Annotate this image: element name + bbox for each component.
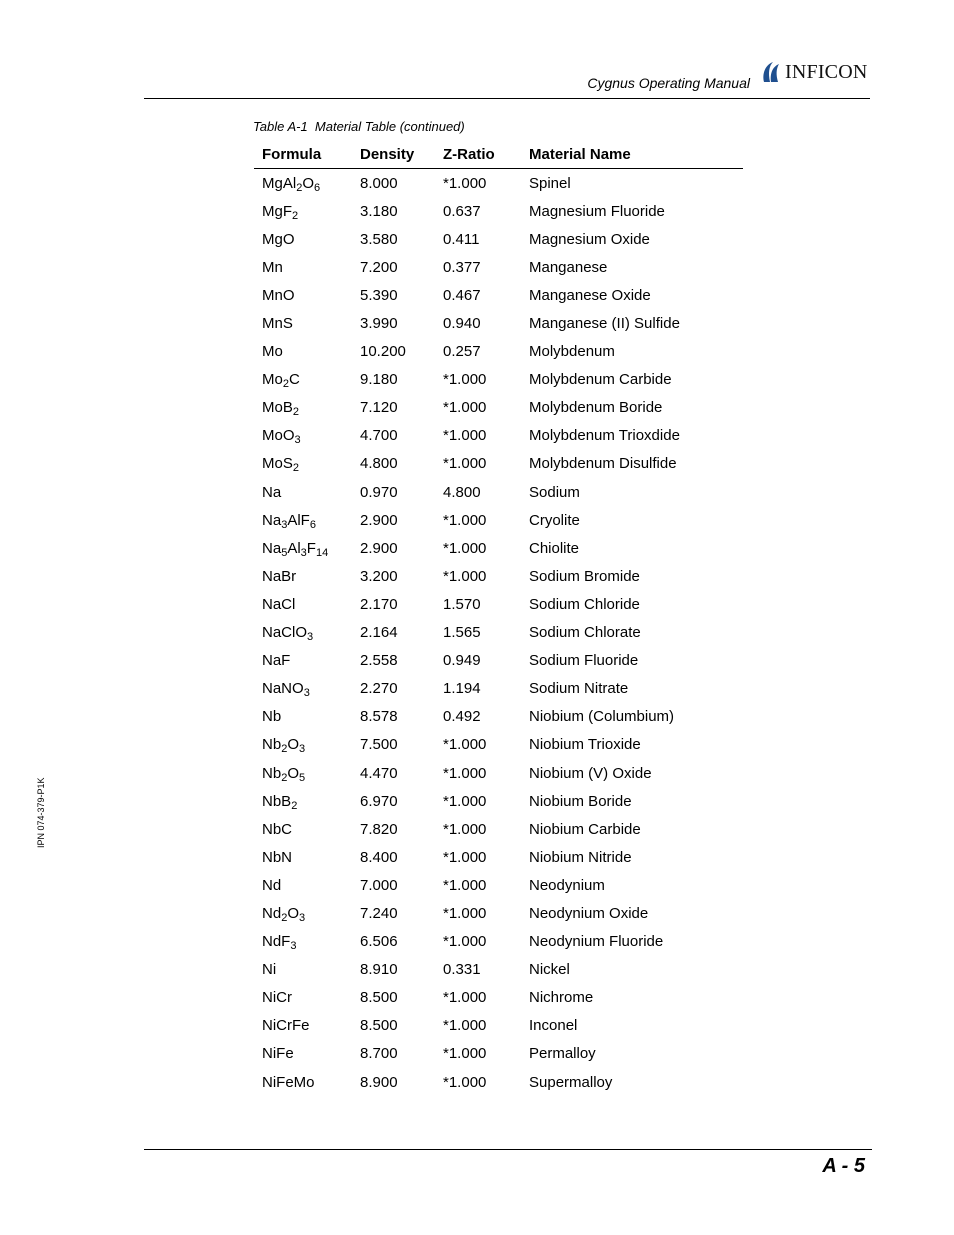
material-name-cell: Sodium Nitrate (529, 680, 629, 698)
formula-cell (254, 512, 360, 529)
density-cell: 5.390 (360, 286, 398, 304)
formula-text: MnO (262, 286, 295, 304)
formula-text: MgO (262, 230, 295, 248)
formula-subscript: 3 (294, 434, 301, 447)
material-name-cell: Sodium Fluoride (529, 652, 639, 670)
table-row (254, 394, 743, 422)
formula-subscript: 2 (292, 406, 299, 419)
formula-cell (254, 484, 360, 501)
density-cell: 8.500 (360, 1017, 398, 1035)
z-ratio-cell: 1.570 (443, 595, 481, 613)
formula-cell (254, 540, 360, 557)
formula-cell (254, 568, 360, 585)
table-row (254, 478, 743, 506)
column-header-material-name: Material Name (529, 145, 631, 163)
density-cell: 3.200 (360, 567, 398, 585)
material-name-cell: Manganese (529, 258, 608, 276)
formula-cell (254, 877, 360, 894)
density-cell: 7.120 (360, 399, 398, 417)
formula-text: Mo (262, 343, 283, 361)
formula-text: Ni (262, 961, 277, 979)
table-row (254, 619, 743, 647)
z-ratio-cell: *1.000 (443, 455, 487, 473)
material-name-cell: Magnesium Fluoride (529, 202, 665, 220)
z-ratio-cell: 0.257 (443, 343, 481, 361)
z-ratio-cell: *1.000 (443, 174, 487, 192)
formula-cell (254, 259, 360, 276)
material-name-cell: Molybdenum (529, 343, 615, 361)
table-row (254, 787, 743, 815)
density-cell: 2.164 (360, 624, 398, 642)
formula-cell (254, 1074, 360, 1091)
formula-subscript: 3 (290, 940, 297, 953)
formula-subscript: 3 (281, 518, 288, 531)
formula-subscript: 6 (313, 181, 321, 194)
z-ratio-cell: 0.467 (443, 286, 481, 304)
formula-subscript: 2 (281, 911, 288, 924)
formula-text: NbN (262, 848, 293, 866)
document-id: IPN 074-379-P1K (36, 777, 46, 848)
formula-cell (254, 596, 360, 613)
formula-cell (254, 736, 360, 756)
formula-text: NaCl (262, 595, 296, 613)
table-row (254, 956, 743, 984)
z-ratio-cell: *1.000 (443, 820, 487, 838)
density-cell: 10.200 (360, 343, 406, 361)
formula-text: O (287, 904, 299, 922)
formula-text: O (287, 764, 299, 782)
table-row (254, 1040, 743, 1068)
logo-text: INFICON (785, 60, 868, 83)
formula-text: NdF (262, 933, 291, 951)
formula-text: Al (287, 539, 301, 557)
inficon-logo (760, 59, 868, 85)
material-name-cell: Niobium Carbide (529, 820, 641, 838)
formula-text: NiFeMo (262, 1073, 315, 1091)
z-ratio-cell: *1.000 (443, 764, 487, 782)
z-ratio-cell: *1.000 (443, 1017, 487, 1035)
formula-text: MgAl (262, 174, 297, 192)
material-name-cell: Cryolite (529, 511, 580, 529)
density-cell: 2.270 (360, 680, 398, 698)
density-cell: 3.580 (360, 230, 398, 248)
formula-subscript: 2 (292, 462, 299, 475)
z-ratio-cell: 1.194 (443, 680, 481, 698)
formula-cell (254, 933, 360, 953)
density-cell: 8.400 (360, 848, 398, 866)
z-ratio-cell: *1.000 (443, 567, 487, 585)
material-name-cell: Neodynium Fluoride (529, 933, 664, 951)
table-row (254, 590, 743, 618)
table-row (254, 647, 743, 675)
density-cell: 6.506 (360, 933, 398, 951)
density-cell: 7.500 (360, 736, 398, 754)
formula-text: F (306, 539, 316, 557)
table-row (254, 675, 743, 703)
formula-text: O (302, 174, 314, 192)
formula-subscript: 2 (291, 799, 298, 812)
density-cell: 2.900 (360, 511, 398, 529)
column-header-formula: Formula (262, 145, 322, 163)
density-cell: 4.700 (360, 427, 398, 445)
table-row (254, 338, 743, 366)
formula-cell (254, 680, 360, 700)
column-header-z-ratio: Z-Ratio (443, 145, 495, 163)
material-name-cell: Magnesium Oxide (529, 230, 650, 248)
material-name-cell: Molybdenum Carbide (529, 371, 672, 389)
z-ratio-cell: 0.940 (443, 315, 481, 333)
z-ratio-cell: *1.000 (443, 511, 487, 529)
z-ratio-cell: 4.800 (443, 483, 481, 501)
z-ratio-cell: 0.949 (443, 652, 481, 670)
density-cell: 2.558 (360, 652, 398, 670)
z-ratio-cell: 1.565 (443, 624, 481, 642)
z-ratio-cell: *1.000 (443, 876, 487, 894)
formula-cell (254, 765, 360, 782)
material-name-cell: Nickel (529, 961, 570, 979)
z-ratio-cell: *1.000 (443, 399, 487, 417)
material-name-cell: Spinel (529, 174, 571, 192)
formula-subscript: 5 (281, 546, 288, 559)
formula-text: C (288, 371, 300, 389)
formula-text: Nd (262, 876, 282, 894)
table-row (254, 562, 743, 590)
z-ratio-cell: 0.331 (443, 961, 481, 979)
table-row (254, 759, 743, 787)
density-cell: 9.180 (360, 371, 398, 389)
density-cell: 8.500 (360, 989, 398, 1007)
table-row (254, 731, 743, 759)
formula-text: MgF (262, 202, 292, 220)
formula-text: NiFe (262, 1045, 294, 1063)
density-cell: 8.900 (360, 1073, 398, 1091)
formula-text: MoB (262, 399, 293, 417)
material-name-cell: Sodium Bromide (529, 567, 640, 585)
table-row (254, 984, 743, 1012)
formula-cell (254, 287, 360, 304)
formula-cell (254, 905, 360, 922)
formula-cell (254, 315, 360, 332)
formula-subscript: 3 (303, 687, 310, 700)
material-name-cell: Sodium Chloride (529, 595, 640, 613)
table-row (254, 815, 743, 843)
material-name-cell: Supermalloy (529, 1073, 613, 1091)
material-name-cell: Niobium Trioxide (529, 736, 641, 754)
formula-text: Nb (262, 764, 282, 782)
material-name-cell: Niobium (Columbium) (529, 708, 675, 726)
density-cell: 8.910 (360, 961, 398, 979)
density-cell: 7.240 (360, 904, 398, 922)
density-cell: 4.470 (360, 764, 398, 782)
formula-text: NiCrFe (262, 1017, 310, 1035)
formula-subscript: 3 (307, 631, 314, 644)
formula-text: NiCr (262, 989, 292, 1007)
formula-cell (254, 624, 360, 644)
formula-cell (254, 1045, 360, 1062)
formula-text: NaBr (262, 567, 297, 585)
formula-subscript: 2 (282, 378, 289, 391)
formula-cell (254, 1017, 360, 1034)
material-name-cell: Molybdenum Disulfide (529, 455, 677, 473)
material-name-cell: Sodium (529, 483, 580, 501)
z-ratio-cell: *1.000 (443, 1045, 487, 1063)
formula-text: MnS (262, 315, 293, 333)
density-cell: 7.000 (360, 876, 398, 894)
table-header-row (254, 140, 743, 169)
table-row (254, 281, 743, 309)
material-name-cell: Molybdenum Boride (529, 399, 663, 417)
formula-cell (254, 371, 360, 391)
material-name-cell: Molybdenum Trioxdide (529, 427, 680, 445)
density-cell: 8.000 (360, 174, 398, 192)
density-cell: 4.800 (360, 455, 398, 473)
formula-text: NbB (262, 792, 292, 810)
table-row (254, 253, 743, 281)
formula-subscript: 3 (298, 911, 306, 924)
formula-text: Nb (262, 708, 282, 726)
z-ratio-cell: *1.000 (443, 1073, 487, 1091)
table-row (254, 1012, 743, 1040)
table-caption: Table A-1 Material Table (continued) (253, 119, 465, 134)
material-name-cell: Sodium Chlorate (529, 624, 641, 642)
table-row (254, 169, 743, 197)
formula-subscript: 14 (315, 546, 329, 559)
formula-text: Nd (262, 904, 282, 922)
z-ratio-cell: *1.000 (443, 933, 487, 951)
table-row (254, 450, 743, 478)
footer-rule (144, 1149, 872, 1150)
formula-subscript: 2 (281, 743, 288, 756)
formula-cell (254, 961, 360, 978)
material-name-cell: Chiolite (529, 539, 580, 557)
table-row (254, 843, 743, 871)
table-row (254, 422, 743, 450)
formula-text: NaF (262, 652, 291, 670)
formula-text: NaClO (262, 624, 308, 642)
material-name-cell: Manganese (II) Sulfide (529, 315, 680, 333)
logo-mark-icon (760, 60, 782, 84)
table-row (254, 197, 743, 225)
z-ratio-cell: 0.637 (443, 202, 481, 220)
formula-text: NaNO (262, 680, 304, 698)
z-ratio-cell: 0.492 (443, 708, 481, 726)
table-body (254, 169, 743, 1096)
formula-cell (254, 399, 360, 419)
density-cell: 8.700 (360, 1045, 398, 1063)
formula-cell (254, 849, 360, 866)
formula-subscript: 6 (309, 518, 316, 531)
material-name-cell: Permalloy (529, 1045, 596, 1063)
density-cell: 3.180 (360, 202, 398, 220)
table-row (254, 703, 743, 731)
formula-text: AlF (287, 511, 310, 529)
z-ratio-cell: *1.000 (443, 371, 487, 389)
density-cell: 2.170 (360, 595, 398, 613)
table-row (254, 366, 743, 394)
table-row (254, 534, 743, 562)
formula-text: Nb (262, 736, 282, 754)
z-ratio-cell: *1.000 (443, 792, 487, 810)
z-ratio-cell: *1.000 (443, 904, 487, 922)
page-number: A - 5 (822, 1155, 865, 1177)
z-ratio-cell: *1.000 (443, 427, 487, 445)
z-ratio-cell: 0.411 (443, 230, 480, 248)
formula-text: Mo (262, 371, 283, 389)
formula-text: O (287, 736, 299, 754)
density-cell: 3.990 (360, 315, 398, 333)
formula-cell (254, 175, 360, 192)
header-rule (144, 98, 870, 99)
material-name-cell: Neodynium Oxide (529, 904, 649, 922)
formula-cell (254, 231, 360, 248)
formula-cell (254, 203, 360, 220)
formula-cell (254, 652, 360, 669)
formula-text: Na (262, 511, 282, 529)
formula-cell (254, 821, 360, 838)
formula-cell (254, 708, 360, 725)
table-row (254, 309, 743, 337)
formula-text: Na (262, 483, 282, 501)
formula-subscript: 5 (298, 771, 306, 784)
table-row (254, 928, 743, 956)
z-ratio-cell: *1.000 (443, 989, 487, 1007)
formula-text: NbC (262, 820, 293, 838)
formula-subscript: 3 (298, 743, 306, 756)
table-row (254, 899, 743, 927)
formula-text: MoS (262, 455, 293, 473)
material-name-cell: Niobium (V) Oxide (529, 764, 652, 782)
z-ratio-cell: *1.000 (443, 539, 487, 557)
formula-cell (254, 793, 360, 810)
formula-cell (254, 427, 360, 447)
density-cell: 0.970 (360, 483, 398, 501)
table-row (254, 506, 743, 534)
density-cell: 7.820 (360, 820, 398, 838)
column-header-density: Density (360, 145, 415, 163)
density-cell: 8.578 (360, 708, 398, 726)
formula-cell (254, 343, 360, 360)
formula-text: Mn (262, 258, 283, 276)
manual-title: Cygnus Operating Manual (587, 75, 750, 91)
density-cell: 7.200 (360, 258, 398, 276)
material-name-cell: Manganese Oxide (529, 286, 651, 304)
table-row (254, 225, 743, 253)
formula-cell (254, 455, 360, 475)
z-ratio-cell: 0.377 (443, 258, 481, 276)
z-ratio-cell: *1.000 (443, 736, 487, 754)
formula-subscript: 2 (281, 771, 288, 784)
material-name-cell: Niobium Nitride (529, 848, 632, 866)
formula-text: Na (262, 539, 282, 557)
material-name-cell: Nichrome (529, 989, 594, 1007)
formula-subscript: 2 (296, 181, 303, 194)
table-row (254, 871, 743, 899)
material-name-cell: Inconel (529, 1017, 578, 1035)
z-ratio-cell: *1.000 (443, 848, 487, 866)
density-cell: 6.970 (360, 792, 398, 810)
material-name-cell: Niobium Boride (529, 792, 632, 810)
material-table (254, 140, 743, 1096)
density-cell: 2.900 (360, 539, 398, 557)
formula-subscript: 3 (300, 546, 307, 559)
formula-subscript: 2 (292, 209, 299, 222)
formula-cell (254, 989, 360, 1006)
formula-text: MoO (262, 427, 295, 445)
table-row (254, 1068, 743, 1096)
material-name-cell: Neodynium (529, 876, 605, 894)
